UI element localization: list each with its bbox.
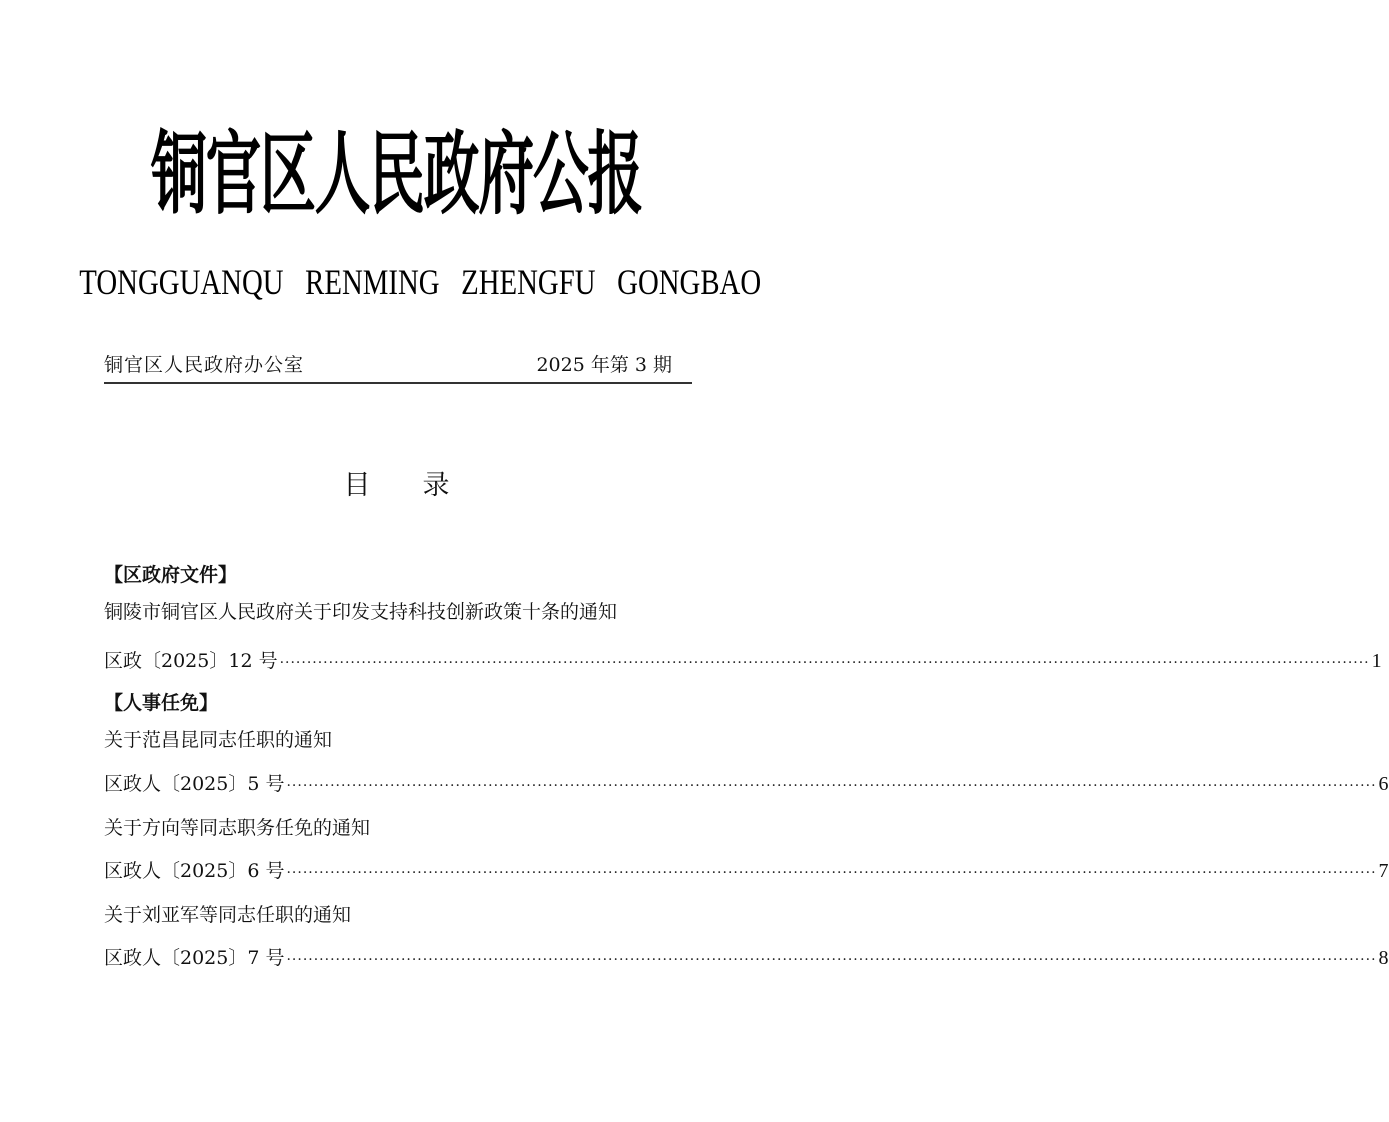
toc-entry-reference-row[interactable] [104, 858, 1389, 884]
toc-entry-page-number: 6 [1378, 773, 1389, 795]
dot-leader: ········································································································································································································ [279, 655, 1370, 671]
gazette-title-pinyin: TONGGUANQU RENMING ZHENGFU GONGBAO [79, 262, 762, 302]
toc-section-personnel-appointments: 【人事任免】 [104, 692, 219, 714]
dot-leader: ········································································································································································································ [286, 778, 1377, 794]
issue-number: 2025 年第 3 期 [536, 354, 672, 376]
toc-entry-doc-number: 区政〔2025〕12 号 [104, 650, 278, 672]
toc-entry-page-number: 7 [1378, 860, 1389, 882]
toc-entry-title[interactable]: 关于刘亚军等同志任职的通知 [104, 904, 352, 926]
toc-entry-title[interactable]: 关于方向等同志职务任免的通知 [104, 817, 371, 839]
toc-entry-doc-number: 区政人〔2025〕7 号 [104, 947, 285, 969]
toc-entry-title[interactable]: 关于范昌昆同志任职的通知 [104, 729, 333, 751]
toc-entry-page-number: 8 [1378, 947, 1389, 969]
toc-entry-reference-row[interactable] [104, 648, 1382, 674]
toc-entry-page-number: 1 [1371, 650, 1382, 672]
toc-entry-title[interactable]: 铜陵市铜官区人民政府关于印发支持科技创新政策十条的通知 [104, 601, 618, 623]
toc-section-government-documents: 【区政府文件】 [104, 564, 238, 586]
issue-info-bar [104, 352, 692, 384]
toc-heading: 目录 [343, 470, 502, 501]
dot-leader: ········································································································································································································ [286, 952, 1377, 968]
gazette-title: 铜官区人民政府公报 [150, 121, 643, 227]
toc-entry-doc-number: 区政人〔2025〕5 号 [104, 773, 285, 795]
toc-entry-reference-row[interactable] [104, 945, 1389, 971]
issuer-name: 铜官区人民政府办公室 [104, 354, 305, 376]
toc-entry-reference-row[interactable] [104, 771, 1389, 797]
toc-entry-doc-number: 区政人〔2025〕6 号 [104, 860, 285, 882]
dot-leader: ········································································································································································································ [286, 865, 1377, 881]
